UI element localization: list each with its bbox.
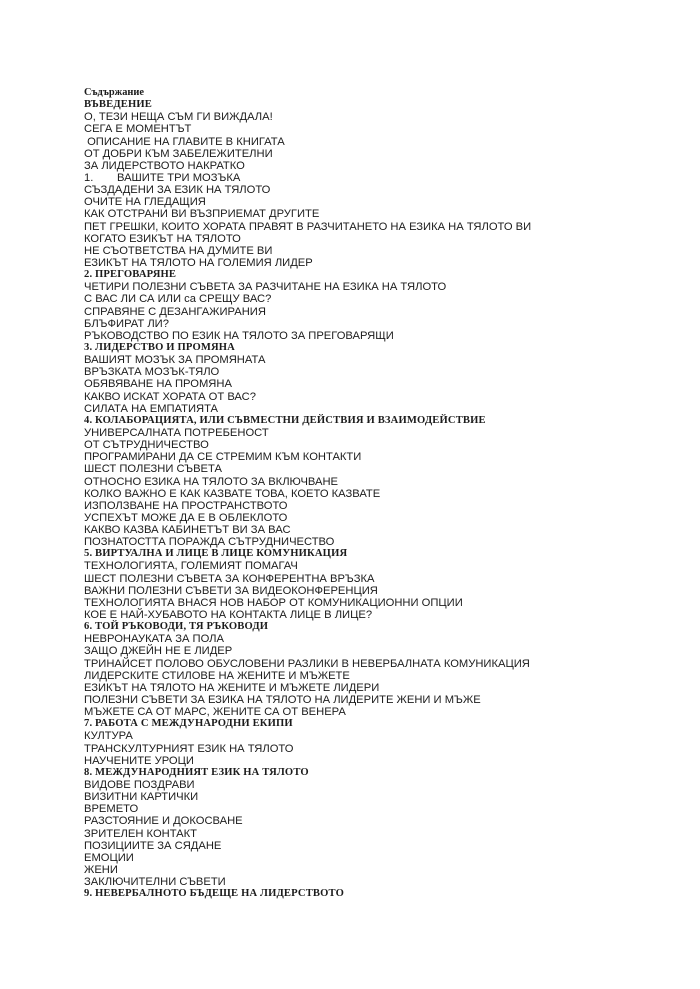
toc-entry: О, ТЕЗИ НЕЩА СЪМ ГИ ВИЖДАЛА! [84,111,273,124]
toc-entry: С ВАС ЛИ СА ИЛИ са СРЕЩУ ВАС? [84,293,272,306]
toc-entry: УНИВЕРСАЛНАТА ПОТРЕБЕНОСТ [84,426,269,439]
toc-entry: ОЧИТЕ НА ГЛЕДАЩИЯ [84,196,206,209]
toc-entry: ЖЕНИ [84,864,118,876]
toc-entry-number: 1. [84,171,94,184]
toc-entry: ПОЗИЦИИТЕ ЗА СЯДАНЕ [84,839,222,852]
toc-entry: ВРЪЗКАТА МОЗЪК-ТЯЛО [84,366,220,379]
toc-entry: КОЛКО ВАЖНО Е КАК КАЗВАТЕ ТОВА, КОЕТО КАЗВАТЕ [84,487,381,500]
toc-entry [84,172,644,184]
table-of-contents [84,87,644,900]
toc-entry: ЕМОЦИИ [84,851,134,864]
toc-entry: РЪКОВОДСТВО ПО ЕЗИК НА ТЯЛОТО ЗА ПРЕГОВАРЯЩИ [84,329,394,342]
toc-entry: ОТ ДОБРИ КЪМ ЗАБЕЛЕЖИТЕЛНИ [84,147,273,160]
toc-entry: НАУЧЕНИТЕ УРОЦИ [84,754,194,767]
toc-entry: ЗА ЛИДЕРСТВОТО НАКРАТКО [84,159,245,172]
toc-entry: ПРОГРАМИРАНИ ДА СЕ СТРЕМИМ КЪМ КОНТАКТИ [84,451,362,464]
toc-entry: ТРИНАЙСЕТ ПОЛОВО ОБУСЛОВЕНИ РАЗЛИКИ В НЕВЕРБАЛНАТА КОМУНИКАЦИЯ [84,657,530,670]
toc-entry: ОПИСАНИЕ НА ГЛАВИТЕ В КНИГАТА [84,135,285,148]
toc-entry: ПОЗНАТОСТТА ПОРАЖДА СЪТРУДНИЧЕСТВО [84,536,335,549]
toc-entry: ВИЗИТНИ КАРТИЧКИ [84,791,199,804]
toc-chapter-heading: 6. ТОЙ РЪКОВОДИ, ТЯ РЪКОВОДИ [84,621,269,633]
toc-entry: УСПЕХЪТ МОЖЕ ДА Е В ОБЛЕКЛОТО [84,511,288,524]
toc-lines [84,99,644,900]
toc-entry: ЕЗИКЪТ НА ТЯЛОТО НА ЖЕНИТЕ И МЪЖЕТЕ ЛИДЕРИ [84,681,380,694]
toc-chapter-heading: 5. ВИРТУАЛНА И ЛИЦЕ В ЛИЦЕ КОМУНИКАЦИЯ [84,548,348,560]
toc-entry: КОЕ Е НАЙ-ХУБАВОТО НА КОНТАКТА ЛИЦЕ В ЛИЦЕ? [84,609,373,622]
toc-entry: ЕЗИКЪТ НА ТЯЛОТО НА ГОЛЕМИЯ ЛИДЕР [84,256,313,269]
toc-entry: СЪЗДАДЕНИ ЗА ЕЗИК НА ТЯЛОТО [84,184,271,197]
toc-entry: ЗРИТЕЛЕН КОНТАКТ [84,827,197,840]
toc-entry: ТРАНСКУЛТУРНИЯТ ЕЗИК НА ТЯЛОТО [84,742,294,755]
toc-entry: ЧЕТИРИ ПОЛЕЗНИ СЪВЕТА ЗА РАЗЧИТАНЕ НА ЕЗИКА НА ТЯЛОТО [84,281,447,294]
toc-chapter-heading: 9. НЕВЕРБАЛНОТО БЪДЕЩЕ НА ЛИДЕРСТВОТО [84,888,344,900]
toc-chapter-heading: 2. ПРЕГОВАРЯНЕ [84,269,177,281]
toc-entry: СПРАВЯНЕ С ДЕЗАНГАЖИРАНИЯ [84,305,266,318]
toc-entry: ТЕХНОЛОГИЯТА, ГОЛЕМИЯТ ПОМАГАЧ [84,560,298,573]
toc-entry: НЕ СЪОТВЕТСТВА НА ДУМИТЕ ВИ [84,244,273,257]
toc-entry: ИЗПОЛЗВАНЕ НА ПРОСТРАНСТВОТО [84,499,288,512]
toc-title: Съдържание [84,87,144,98]
toc-entry: ШЕСТ ПОЛЕЗНИ СЪВЕТА ЗА КОНФЕРЕНТНА ВРЪЗКА [84,572,375,585]
toc-entry: ШЕСТ ПОЛЕЗНИ СЪВЕТА [84,463,222,476]
toc-entry: ТЕХНОЛОГИЯТА ВНАСЯ НОВ НАБОР ОТ КОМУНИКАЦИОННИ ОПЦИИ [84,596,463,609]
toc-chapter-heading: 3. ЛИДЕРСТВО И ПРОМЯНА [84,341,235,353]
toc-entry: СИЛАТА НА ЕМПАТИЯТА [84,402,219,415]
toc-entry: ПЕТ ГРЕШКИ, КОИТО ХОРАТА ПРАВЯТ В РАЗЧИТАНЕТО НА ЕЗИКА НА ТЯЛОТО ВИ [84,220,532,233]
toc-chapter-heading: 7. РАБОТА С МЕЖДУНАРОДНИ ЕКИПИ [84,718,293,730]
toc-entry: ВРЕМЕТО [84,803,139,816]
toc-entry: БЛЪФИРАТ ЛИ? [84,317,169,330]
toc-entry: КОГАТО ЕЗИКЪТ НА ТЯЛОТО [84,232,241,245]
toc-entry: ВАШИЯТ МОЗЪК ЗА ПРОМЯНАТА [84,354,266,367]
toc-entry: МЪЖЕТЕ СА ОТ МАРС, ЖЕНИТЕ СА ОТ ВЕНЕРА [84,706,346,719]
toc-entry: ЛИДЕРСКИТЕ СТИЛОВЕ НА ЖЕНИТЕ И МЪЖЕТЕ [84,669,350,682]
toc-entry: ОТ СЪТРУДНИЧЕСТВО [84,439,209,452]
toc-entry: РАЗСТОЯНИЕ И ДОКОСВАНЕ [84,815,243,828]
toc-entry: ЗАКЛЮЧИТЕЛНИ СЪВЕТИ [84,876,226,889]
toc-entry: КАК ОТСТРАНИ ВИ ВЪЗПРИЕМАТ ДРУГИТЕ [84,208,320,221]
toc-chapter-heading: 4. КОЛАБОРАЦИЯТА, ИЛИ СЪВМЕСТНИ ДЕЙСТВИЯ И ВЗАИМОДЕЙСТВИЕ [84,414,486,426]
toc-entry: ВАЖНИ ПОЛЕЗНИ СЪВЕТИ ЗА ВИДЕОКОНФЕРЕНЦИЯ [84,584,378,597]
toc-entry: ПОЛЕЗНИ СЪВЕТИ ЗА ЕЗИКА НА ТЯЛОТО НА ЛИДЕРИТЕ ЖЕНИ И МЪЖЕ [84,694,481,707]
toc-entry-text: ВАШИТЕ ТРИ МОЗЪКА [117,171,241,184]
toc-entry: КАКВО ИСКАТ ХОРАТА ОТ ВАС? [84,390,256,403]
toc-entry: ВИДОВЕ ПОЗДРАВИ [84,779,195,792]
toc-entry: ОБЯВЯВАНЕ НА ПРОМЯНА [84,378,232,391]
toc-entry: НЕВРОНАУКАТА ЗА ПОЛА [84,633,224,646]
toc-entry: КАКВО КАЗВА КАБИНЕТЪТ ВИ ЗА ВАС [84,524,291,537]
toc-chapter-heading: 8. МЕЖДУНАРОДНИЯТ ЕЗИК НА ТЯЛОТО [84,766,309,778]
toc-entry: СЕГА Е МОМЕНТЪТ [84,123,192,136]
toc-entry: ОТНОСНО ЕЗИКА НА ТЯЛОТО ЗА ВКЛЮЧВАНЕ [84,475,339,488]
toc-chapter-heading: ВЪВЕДЕНИЕ [84,99,152,111]
toc-entry: ЗАЩО ДЖЕЙН НЕ Е ЛИДЕР [84,645,233,658]
toc-entry: КУЛТУРА [84,730,133,743]
